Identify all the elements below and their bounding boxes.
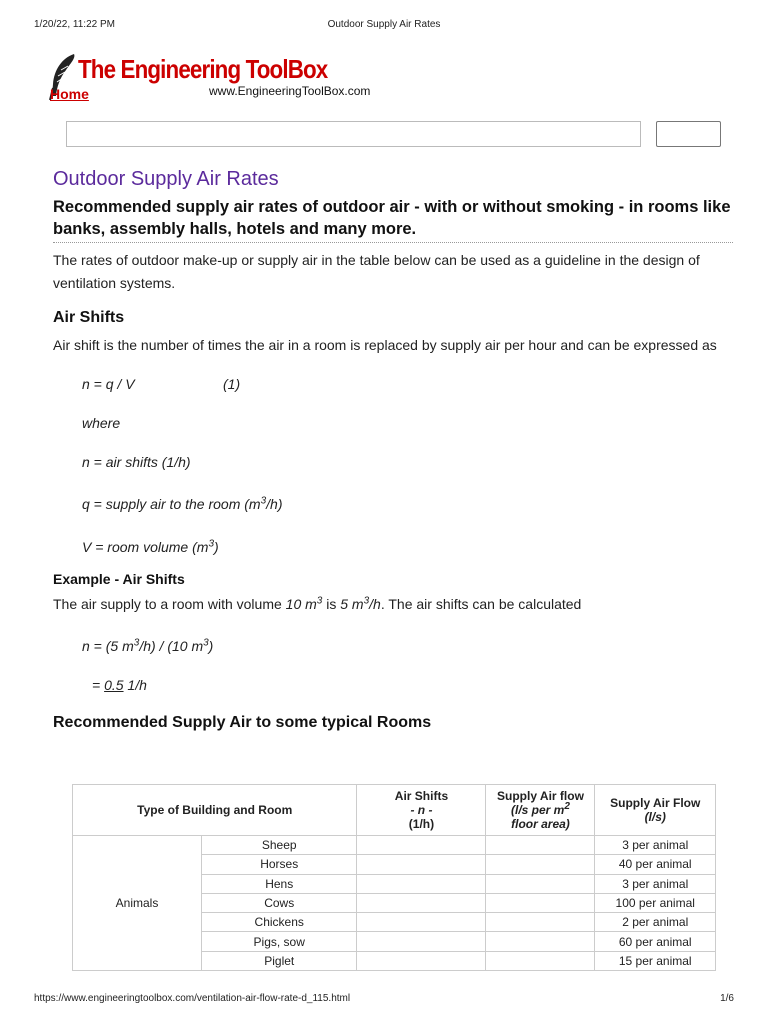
calc-1-exponent: 3 <box>133 637 140 649</box>
calc-2-result: 0.5 <box>104 677 124 693</box>
room-cell: Cows <box>202 893 357 912</box>
calc-1-exponent: 3 <box>203 637 209 649</box>
area-flow-cell <box>486 874 595 893</box>
definition-v-unit: ) <box>214 539 219 555</box>
area-flow-cell <box>486 893 595 912</box>
table-heading: Recommended Supply Air to some typical Rooms <box>53 714 432 731</box>
flow-cell: 60 per animal <box>595 932 716 951</box>
example-text-start: The air supply to a room with volume <box>53 596 286 612</box>
group-cell: Animals <box>73 836 202 971</box>
calc-2-unit: 1/h <box>123 677 147 693</box>
room-cell: Horses <box>202 855 357 874</box>
room-cell: Pigs, sow <box>202 932 357 951</box>
article <box>53 166 733 739</box>
shifts-cell <box>357 893 486 912</box>
site-url: www.EngineeringToolBox.com <box>209 84 371 98</box>
brand-name: The Engineering ToolBox <box>78 54 328 84</box>
room-cell: Sheep <box>202 836 357 855</box>
room-cell: Piglet <box>202 951 357 970</box>
example-rate-exponent: 3 <box>363 595 370 607</box>
shifts-cell <box>357 874 486 893</box>
header-type: Type of Building and Room <box>73 785 357 836</box>
header-flow-line: (l/s) <box>644 810 666 824</box>
room-cell: Hens <box>202 874 357 893</box>
header-air-shifts-line: - n - <box>410 803 433 817</box>
formula-air-shifts <box>82 374 733 394</box>
search-button[interactable] <box>656 121 721 147</box>
header-air-shifts-line: (1/h) <box>408 817 435 831</box>
header-flow-area-line: floor area) <box>511 817 570 831</box>
definition-n: n = air shifts (1/h) <box>82 454 191 470</box>
example-volume: 10 m <box>285 596 317 612</box>
flow-cell: 100 per animal <box>595 893 716 912</box>
shifts-cell <box>357 836 486 855</box>
print-page-number: 1/6 <box>720 993 734 1004</box>
definition-q-text: q = supply air to the room (m <box>82 496 261 512</box>
definition-v-text: V = room volume (m <box>82 539 209 555</box>
header-flow-area <box>486 785 595 836</box>
intro-text: The rates of outdoor make-up or supply air in the table below can be used as a guideline in the design of ventilation systems. <box>53 252 700 291</box>
header-air-shifts-line: Air Shifts <box>394 789 449 803</box>
header-flow-area-line: (l/s per m <box>511 803 565 817</box>
home-link[interactable]: Home <box>50 86 89 102</box>
flow-cell: 40 per animal <box>595 855 716 874</box>
example-heading: Example - Air Shifts <box>53 571 185 587</box>
search-input[interactable] <box>66 121 641 147</box>
definition-v-exponent: 3 <box>208 538 214 550</box>
calc-1-part: ) <box>208 638 214 654</box>
header-air-shifts <box>357 785 486 836</box>
print-datetime: 1/20/22, 11:22 PM <box>34 19 115 30</box>
flow-cell: 2 per animal <box>595 913 716 932</box>
site-logo[interactable] <box>48 52 378 104</box>
area-flow-cell <box>486 836 595 855</box>
print-url: https://www.engineeringtoolbox.com/ventilation-air-flow-rate-d_115.html <box>34 993 351 1004</box>
header-flow-area-line: Supply Air flow <box>497 789 584 803</box>
area-flow-cell <box>486 932 595 951</box>
example-volume-exponent: 3 <box>316 595 323 607</box>
air-shifts-heading: Air Shifts <box>53 309 125 326</box>
calc-1-part: n = (5 m <box>82 638 134 654</box>
flow-cell: 15 per animal <box>595 951 716 970</box>
page-subtitle: Recommended supply air rates of outdoor air - with or without smoking - in rooms like banks, assembly halls, hotels and many more. <box>53 196 733 243</box>
example-calc-1 <box>82 636 733 656</box>
print-title: Outdoor Supply Air Rates <box>327 19 441 30</box>
flow-cell: 3 per animal <box>595 836 716 855</box>
example-calc-2 <box>92 675 733 695</box>
definition-q-unit: /h) <box>266 496 283 512</box>
header-flow-area-exponent: 2 <box>564 801 570 812</box>
area-flow-cell <box>486 913 595 932</box>
supply-air-table <box>72 784 716 971</box>
shifts-cell <box>357 855 486 874</box>
calc-1-part: /h) / (10 m <box>139 638 204 654</box>
example-rate: 5 m <box>340 596 364 612</box>
formula-expression: n = q / V <box>82 376 135 392</box>
table-row <box>73 836 716 855</box>
calc-2-equals: = <box>92 677 105 693</box>
example-text-end: . The air shifts can be calculated <box>380 596 582 612</box>
example-rate-unit: /h <box>369 596 381 612</box>
definition-q <box>82 494 733 514</box>
page-title: Outdoor Supply Air Rates <box>53 168 279 190</box>
flow-cell: 3 per animal <box>595 874 716 893</box>
header-flow <box>595 785 716 836</box>
formula-number: (1) <box>223 376 241 392</box>
definition-v <box>82 537 733 557</box>
shifts-cell <box>357 932 486 951</box>
room-cell: Chickens <box>202 913 357 932</box>
example-text <box>53 593 733 616</box>
table-header-row <box>73 785 716 836</box>
header-flow-line: Supply Air Flow <box>610 796 701 810</box>
area-flow-cell <box>486 855 595 874</box>
shifts-cell <box>357 951 486 970</box>
air-shifts-text: Air shift is the number of times the air in a room is replaced by supply air per hour and can be expressed as <box>53 337 717 353</box>
shifts-cell <box>357 913 486 932</box>
formula-where: where <box>82 415 121 431</box>
example-is: is <box>322 596 341 612</box>
definition-q-exponent: 3 <box>260 495 267 507</box>
area-flow-cell <box>486 951 595 970</box>
